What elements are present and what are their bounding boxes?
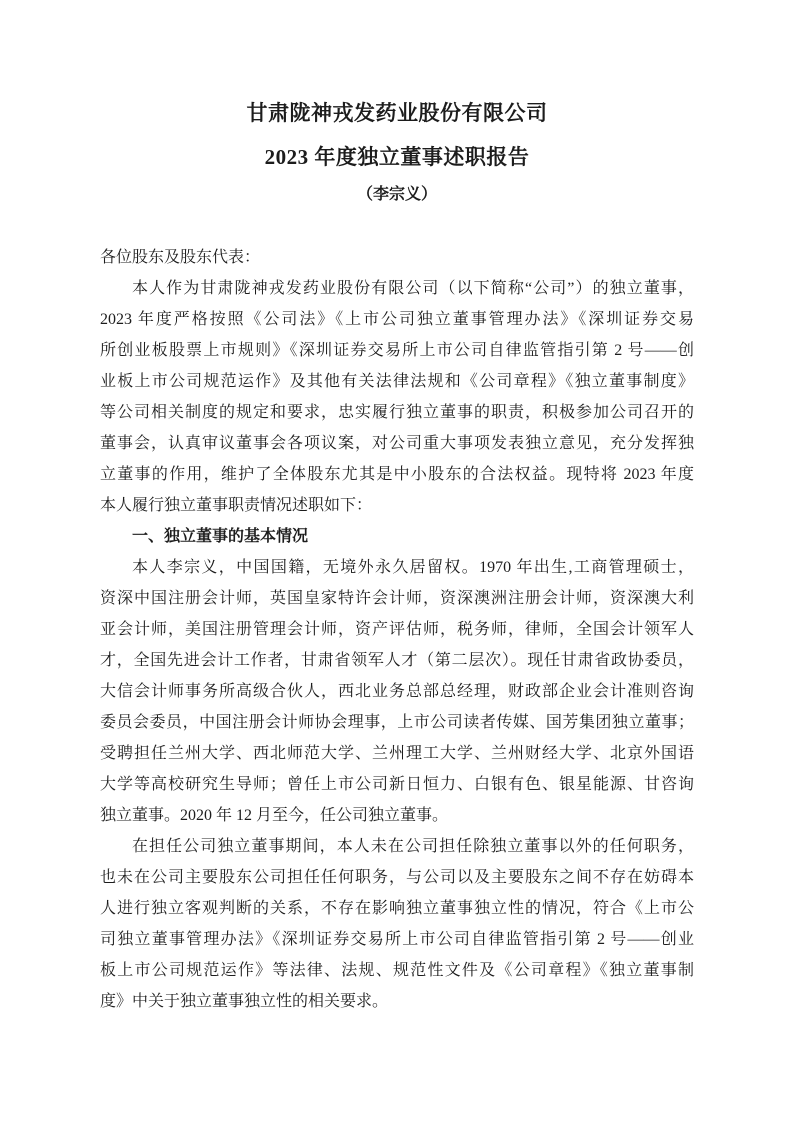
paragraph-line: 大学等高校研究生导师；曾任上市公司新日恒力、白银有色、银星能源、甘咨询 (100, 776, 694, 793)
paragraph-line: 本人李宗义，中国国籍，无境外永久居留权。1970 年出生,工商管理硕士， (132, 559, 694, 576)
paragraph-director-profile (100, 552, 694, 831)
paragraph-line: 人进行独立客观判断的关系，不存在影响独立董事独立性的情况，符合《上市公 (100, 900, 694, 917)
paragraph-line: 等公司相关制度的规定和要求，忠实履行独立董事的职责，积极参加公司召开的 (100, 404, 694, 421)
paragraph-intro (100, 273, 694, 521)
paragraph-line: 本人作为甘肃陇神戎发药业股份有限公司（以下简称“公司”）的独立董事， (132, 280, 694, 297)
paragraph-line: 所创业板股票上市规则》《深圳证券交易所上市公司自律监管指引第 2 号——创 (100, 342, 694, 359)
author-name: （李宗义） (356, 186, 437, 203)
paragraph-line: 司独立董事管理办法》《深圳证券交易所上市公司自律监管指引第 2 号——创业 (100, 931, 694, 948)
paragraph-line: 资深中国注册会计师，英国皇家特许会计师，资深澳洲注册会计师，资深澳大利 (100, 590, 694, 607)
paragraph-line: 亚会计师，美国注册管理会计师，资产评估师，税务师，律师，全国会计领军人 (100, 621, 694, 638)
paragraph-line: 板上市公司规范运作》等法律、法规、规范性文件及《公司章程》《独立董事制 (100, 962, 694, 979)
paragraph-line: 也未在公司主要股东公司担任任何职务，与公司以及主要股东之间不存在妨碍本 (100, 869, 694, 886)
paragraph-line: 在担任公司独立董事期间，本人未在公司担任除独立董事以外的任何职务， (132, 838, 694, 855)
paragraph-line: 委员会委员，中国注册会计师协会理事，上市公司读者传媒、国芳集团独立董事； (100, 714, 694, 731)
section-heading-basic-info: 一、独立董事的基本情况 (132, 528, 309, 545)
paragraph-line: 2023 年度严格按照《公司法》《上市公司独立董事管理办法》《深圳证券交易 (100, 311, 694, 328)
paragraph-line: 董事会，认真审议董事会各项议案，对公司重大事项发表独立意见，充分发挥独 (100, 435, 694, 452)
paragraph-independence (100, 831, 694, 1017)
paragraph-line: 独立董事。2020 年 12 月至今，任公司独立董事。 (100, 807, 449, 824)
document-subtitle: 2023 年度独立董事述职报告 (264, 145, 530, 169)
paragraph-line: 大信会计师事务所高级合伙人，西北业务总部总经理，财政部企业会计准则咨询 (100, 683, 694, 700)
paragraph-line: 受聘担任兰州大学、西北师范大学、兰州理工大学、兰州财经大学、北京外国语 (100, 745, 694, 762)
paragraph-line: 立董事的作用，维护了全体股东尤其是中小股东的合法权益。现特将 2023 年度 (100, 466, 694, 483)
paragraph-line: 度》中关于独立董事独立性的相关要求。 (100, 993, 389, 1010)
salutation: 各位股东及股东代表： (100, 249, 261, 266)
paragraph-line: 才，全国先进会计工作者，甘肃省领军人才（第二层次）。现任甘肃省政协委员， (100, 652, 694, 669)
paragraph-line: 本人履行独立董事职责情况述职如下： (100, 497, 373, 514)
paragraph-line: 业板上市公司规范运作》及其他有关法律法规和《公司章程》《独立董事制度》 (100, 373, 694, 390)
document-title: 甘肃陇神戎发药业股份有限公司 (246, 101, 548, 125)
